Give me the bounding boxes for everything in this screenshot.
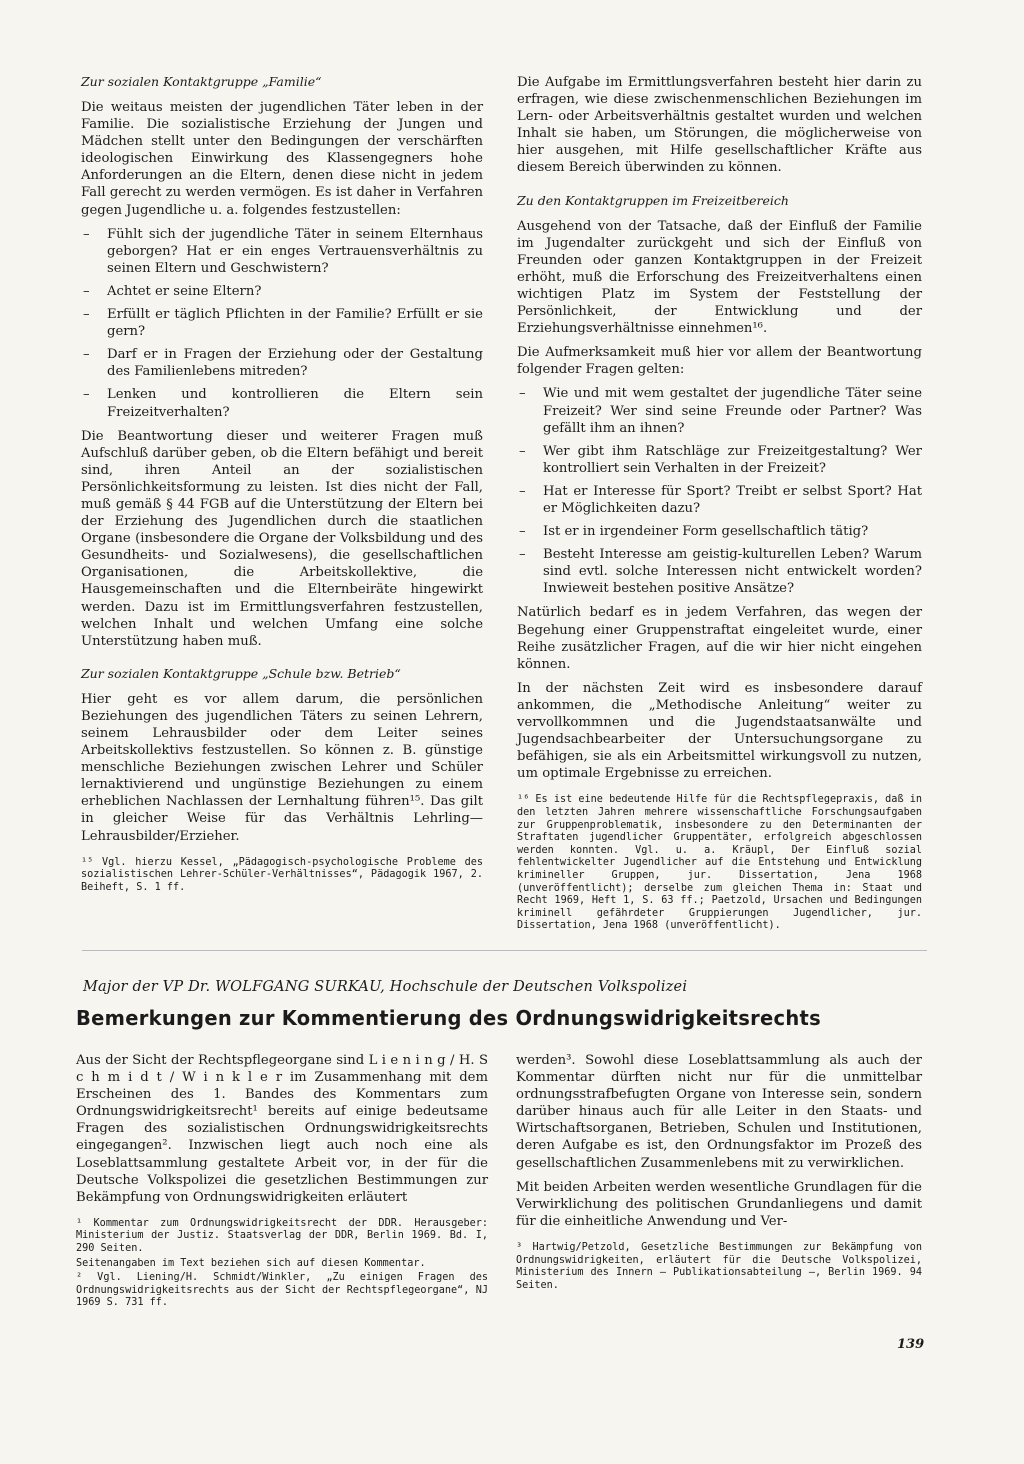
list-item: – Wer gibt ihm Ratschläge zur Freizeitgestaltung? Wer kontrolliert sein Verhalten in der Freizeit? — [517, 443, 922, 477]
paragraph: Die weitaus meisten der jugendlichen Täter leben in der Familie. Die sozialistische Erziehung der Jungen und Mädchen stellt unter den Bedingungen der verschärften ideologischen Einwirkung des Klassengegners hohe Anforderungen an die Eltern, denen diese nicht in jedem Fall gerecht zu werden vermögen. Es ist daher in Verfahren gegen Jugendliche u. a. folgendes festzustellen: — [81, 100, 483, 218]
left-column-top — [81, 74, 483, 896]
section-heading-familie: Zur sozialen Kontaktgruppe „Familie“ — [81, 74, 322, 89]
footnotes — [76, 1218, 488, 1310]
paragraph: werden³. Sowohl diese Loseblattsammlung als auch der Kommentar dürften nicht nur für die unmittelbar ordnungsstrafbefugten Organe von Interesse sein, sondern darüber hinaus auch für alle Leiter in den Staats- und Wirtschaftsorganen, Betrieben, Schulen und Institutionen, deren Aufgabe es ist, den Ordnungsfaktor im Prozeß des gesellschaftlichen Zusammenlebens mit zu verwirklichen. — [516, 1053, 922, 1171]
list-item: – Fühlt sich der jugendliche Täter in seinem Elternhaus geborgen? Hat er ein enges Vertrauensverhältnis zu seinen Eltern und Geschwistern? — [81, 226, 483, 277]
question-list-freizeit — [517, 385, 922, 597]
footnote-16: ¹⁶ Es ist eine bedeutende Hilfe für die Rechtspflegepraxis, daß in den letzten Jahren mehrere wissenschaftliche Forschungsaufgaben zur Gruppenproblematik, insbesondere zu den Determinanten der Straftaten jugendlicher Gruppentäter, erfolgreich abgeschlossen werden konnten. Vgl. u. a. Kräupl, Der Einfluß sozial fehlentwickelter Jugendlicher auf die Entstehung und Entwicklung krimineller Gruppen, jur. Dissertation, Jena 1968 (unveröffentlicht); derselbe zum gleichen Thema in: Staat und Recht 1969, Heft 1, S. 63 ff.; Paetzold, Ursachen und Bedingungen kriminell gefährdeter Gruppierungen Jugendlicher, jur. Dissertation, Jena 1968 (unveröffentlicht). — [517, 794, 922, 932]
right-column-bottom — [516, 1052, 922, 1294]
footnote-3: ³ Hartwig/Petzold, Gesetzliche Bestimmungen zur Bekämpfung von Ordnungswidrigkeiten, erläutert für die Deutsche Volkspolizei, Ministerium des Innern – Publikationsabteilung –, Berlin 1969. 94 Seiten. — [516, 1241, 922, 1291]
paragraph: Die Beantwortung dieser und weiterer Fragen muß Aufschluß darüber geben, ob die Eltern befähigt und bereit sind, ihren Anteil an der sozialistischen Persönlichkeitsformung zu leisten. Ist dies nicht der Fall, muß gemäß § 44 FGB auf die Unterstützung der Eltern bei der Erziehung des Jugendlichen durch die staatlichen Organe (insbesondere die Organe der Volksbildung und des Gesundheits- und Sozialwesens), die gesellschaftlichen Organisationen, die Arbeitskollektive, die Hausgemeinschaften und die Elternbeiräte hingewirkt werden. Dazu ist im Ermittlungsverfahren festzustellen, welchen Inhalt und welchen Umfang eine solche Unterstützung haben muß. — [81, 428, 483, 649]
section-divider — [82, 950, 927, 951]
list-item: – Besteht Interesse am geistig-kulturellen Leben? Warum sind evtl. solche Interessen nicht entwickelt worden? Inwieweit bestehen positive Ansätze? — [517, 546, 922, 597]
paragraph: Hier geht es vor allem darum, die persönlichen Beziehungen des jugendlichen Täters zu seinen Lehrern, seinem Lehrausbilder oder dem Leiter seines Arbeitskollektivs festzustellen. So können z. B. günstige menschliche Beziehungen zwischen Lehrer und Schüler lernaktivierend und ungünstige Beziehungen zu einem erheblichen Nachlassen der Lernhaltung führen¹⁵. Das gilt in gleicher Weise für das Verhältnis Lehrling—Lehrausbilder/Erzieher. — [81, 691, 483, 844]
list-item: – Ist er in irgendeiner Form gesellschaftlich tätig? — [517, 523, 922, 540]
left-column-bottom — [76, 1052, 488, 1312]
list-item: – Hat er Interesse für Sport? Treibt er selbst Sport? Hat er Möglichkeiten dazu? — [517, 483, 922, 517]
footnotes — [81, 857, 483, 895]
paragraph: In der nächsten Zeit wird es insbesondere darauf ankommen, die „Methodische Anleitung“ weiter zu vervollkommnen und die Jugendstaatsanwälte und Jugendsachbearbeiter der Untersuchungsorgane zu befähigen, sie als ein Arbeitsmittel wirkungsvoll zu nutzen, um optimale Ergebnisse zu erreichen. — [517, 680, 922, 782]
footnotes — [516, 1242, 922, 1292]
footnote-15: ¹⁵ Vgl. hierzu Kessel, „Pädagogisch-psychologische Probleme des sozialistischen Lehrer-Schüler-Verhältnisses“, Pädagogik 1967, 2. Beiheft, S. 1 ff. — [81, 856, 483, 893]
page-number: 139 — [897, 1337, 925, 1352]
paragraph: Die Aufmerksamkeit muß hier vor allem der Beantwortung folgender Fragen gelten: — [517, 345, 922, 378]
footnote-2: ² Vgl. Liening/H. Schmidt/Winkler, „Zu einigen Fragen des Ordnungswidrigkeitsrechts aus der Sicht der Rechtspflegeorgane“, NJ 1969 S. 731 ff. — [76, 1272, 488, 1309]
list-item: – Wie und mit wem gestaltet der jugendliche Täter seine Freizeit? Wer sind seine Freunde oder Partner? Was gefällt ihm an ihnen? — [517, 385, 922, 436]
list-item: – Lenken und kontrollieren die Eltern sein Freizeitverhalten? — [81, 386, 483, 420]
right-column-top — [517, 74, 922, 935]
paragraph: Ausgehend von der Tatsache, daß der Einfluß der Familie im Jugendalter zurückgeht und sich der Einfluß von Freunden oder ganzen Kontaktgruppen in der Freizeit erhöht, muß die Erforschung des Freizeitverhaltens einen wichtigen Platz im System der Feststellung der Persönlichkeit, der Entwicklung und der Erziehungsverhältnisse einnehmen¹⁶. — [517, 218, 922, 337]
footnote-1: ¹ Kommentar zum Ordnungswidrigkeitsrecht der DDR. Herausgeber: Ministerium der Justiz. Staatsverlag der DDR, Berlin 1969. Bd. I, 290 Seiten. — [76, 1217, 488, 1255]
footnotes — [517, 794, 922, 933]
list-item: – Achtet er seine Eltern? — [81, 283, 483, 300]
footnote-1-note: Seitenangaben im Text beziehen sich auf diesen Kommentar. — [76, 1257, 426, 1269]
paragraph: Natürlich bedarf es in jedem Verfahren, das wegen der Begehung einer Gruppenstraftat eingeleitet wurde, einer Reihe zusätzlicher Fragen, auf die wir hier nicht eingehen können. — [517, 605, 922, 672]
paragraph: Mit beiden Arbeiten werden wesentliche Grundlagen für die Verwirklichung des politischen Grundanliegens und damit für die einheitliche Anwendung und Ver- — [516, 1179, 922, 1229]
section-heading-schule: Zur sozialen Kontaktgruppe „Schule bzw. Betrieb“ — [81, 665, 401, 681]
article-author: Major der VP Dr. WOLFGANG SURKAU, Hochschule der Deutschen Volkspolizei — [83, 979, 688, 995]
article-title: Bemerkungen zur Kommentierung des Ordnungswidrigkeitsrechts — [76, 1006, 821, 1030]
paragraph: Die Aufgabe im Ermittlungsverfahren besteht hier darin zu erfragen, wie diese zwischenmenschlichen Beziehungen im Lern- oder Arbeitsverhältnis gestaltet wurden und welchen Inhalt sie haben, um Störungen, die möglicherweise von hier ausgehen, mit Hilfe gesellschaftlicher Kräfte aus diesem Bereich überwinden zu können. — [517, 75, 922, 176]
section-heading-freizeit: Zu den Kontaktgruppen im Freizeitbereich — [517, 192, 789, 208]
question-list-familie — [81, 226, 483, 421]
list-item: – Darf er in Fragen der Erziehung oder der Gestaltung des Familienlebens mitreden? — [81, 346, 483, 380]
paragraph: Aus der Sicht der Rechtspflegeorgane sind L i e n i n g / H. S c h m i d t / W i n k l e r im Zusammenhang mit dem Erscheinen des 1. Bandes des Kommentars zum Ordnungswidrigkeitsrecht¹ bereits auf einige bedeutsame Fragen des sozialistischen Ordnungswidrigkeitsrechts eingegangen². Inzwischen liegt auch noch eine als Loseblattsammlung gestaltete Arbeit vor, in der für die Deutsche Volkspolizei die gesetzlichen Bestimmungen zur Bekämpfung von Ordnungswidrigkeiten erläutert — [76, 1053, 488, 1205]
list-item: – Erfüllt er täglich Pflichten in der Familie? Erfüllt er sie gern? — [81, 306, 483, 340]
